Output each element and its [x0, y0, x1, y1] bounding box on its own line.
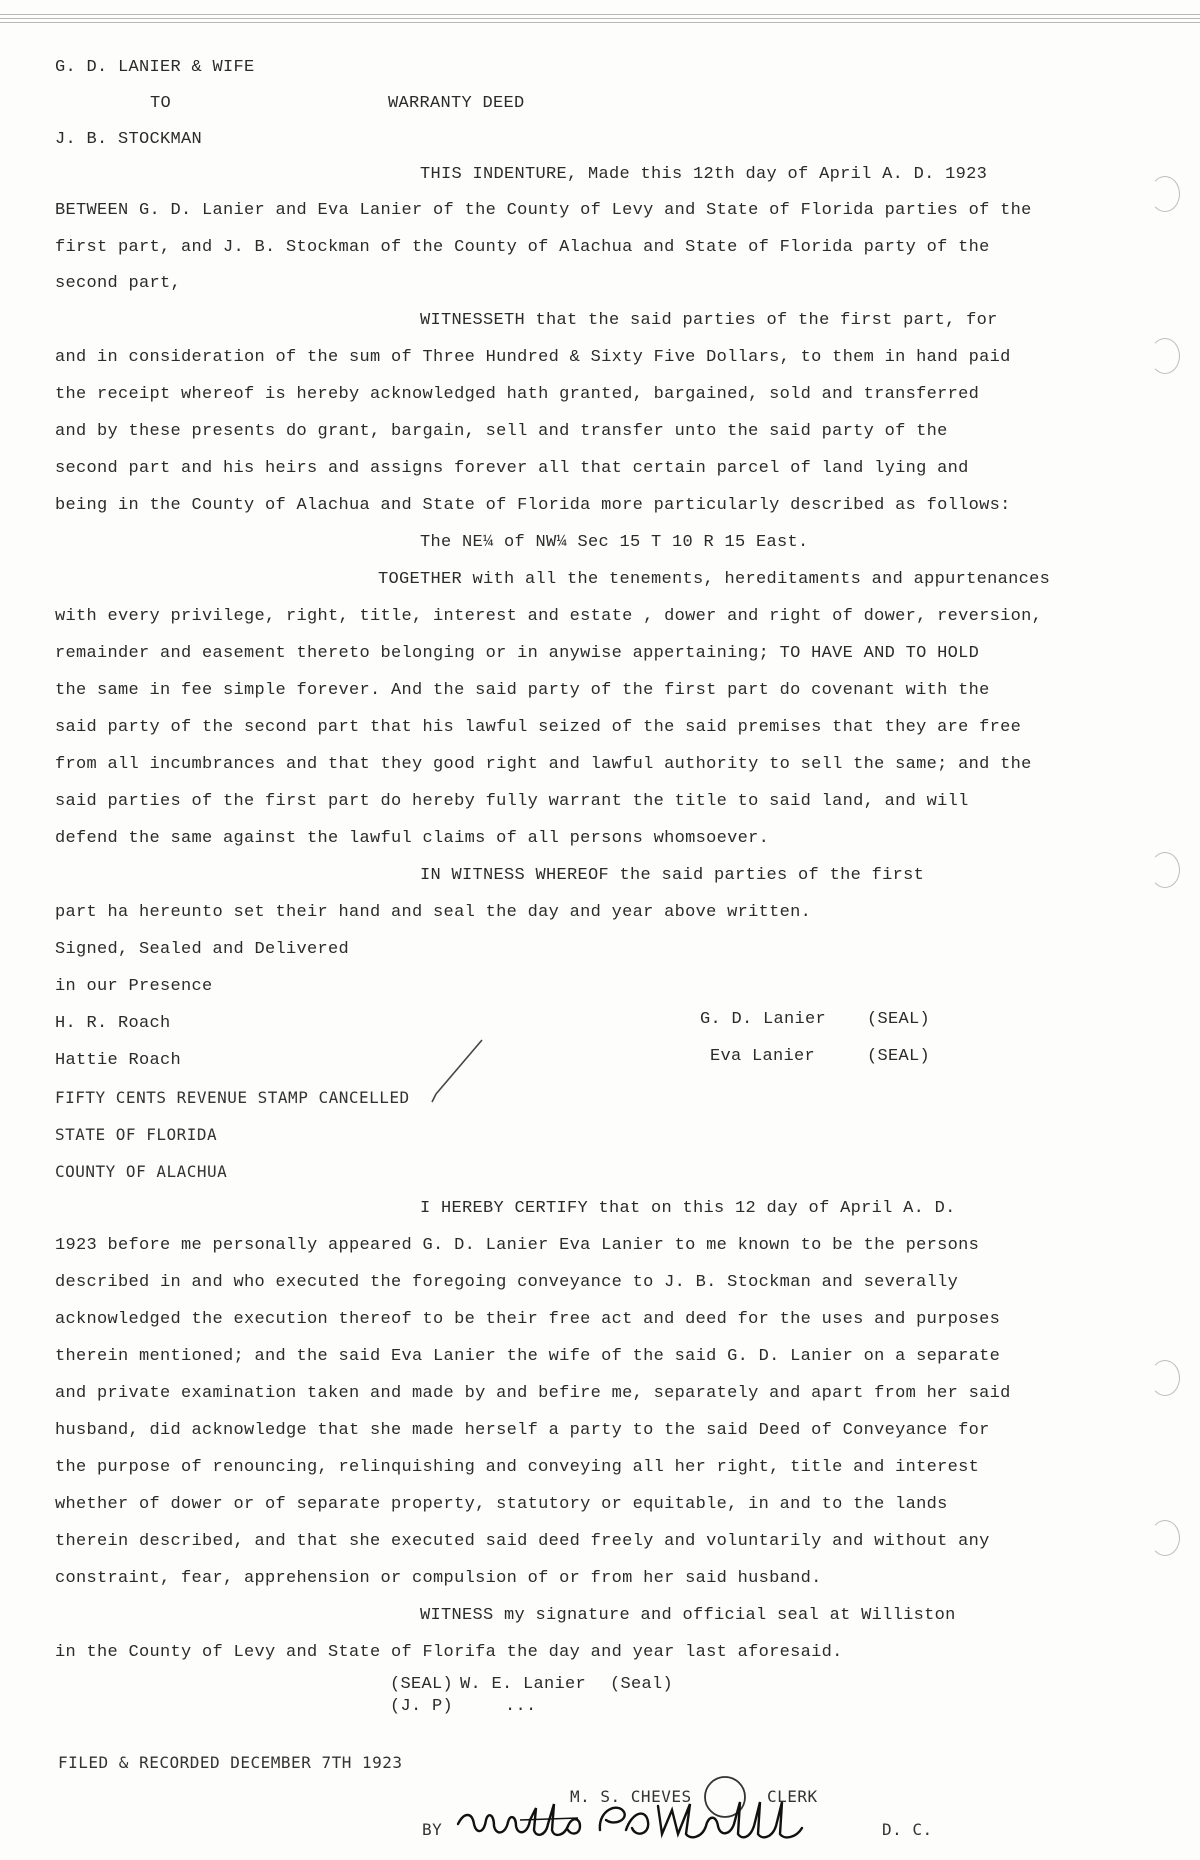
- punch-hole-mark: [1150, 1360, 1180, 1396]
- deed-line: said parties of the first part do hereby fully warrant the title to said land, and will: [55, 792, 969, 811]
- certificate-line: constraint, fear, apprehension or compulsion of or from her said husband.: [55, 1569, 822, 1588]
- signatory-name: Eva Lanier: [710, 1047, 816, 1066]
- official-dots: ...: [505, 1697, 537, 1716]
- to-heading: TO: [150, 94, 172, 113]
- certificate-line: acknowledged the execution thereof to be their free act and deed for the uses and purposes: [55, 1310, 1001, 1329]
- certificate-line: in the County of Levy and State of Florifa the day and year last aforesaid.: [55, 1643, 843, 1662]
- certificate-line: WITNESS my signature and official seal at Williston: [420, 1606, 956, 1625]
- punch-hole-mark: [1150, 1520, 1180, 1556]
- filed-recorded-stamp: FILED & RECORDED DECEMBER 7TH 1923: [58, 1753, 403, 1772]
- certificate-line: whether of dower or of separate property, statutory or equitable, in and to the lands: [55, 1495, 948, 1514]
- witness-name: Hattie Roach: [55, 1051, 182, 1070]
- signatory-seal: (SEAL): [867, 1047, 931, 1066]
- certificate-line: husband, did acknowledge that she made herself a party to the said Deed of Conveyance for: [55, 1421, 990, 1440]
- certificate-line: and private examination taken and made by and befire me, separately and apart from her said: [55, 1384, 1011, 1403]
- witness-name: H. R. Roach: [55, 1014, 171, 1033]
- deed-line: remainder and easement thereto belonging or in anywise appertaining; TO HAVE AND TO HOLD: [55, 644, 980, 663]
- grantor-heading: G. D. LANIER & WIFE: [55, 58, 255, 77]
- deed-line: the receipt whereof is hereby acknowledged hath granted, bargained, sold and transferred: [55, 385, 980, 404]
- deputy-clerk-signature: [450, 1790, 850, 1852]
- deed-line: and by these presents do grant, bargain, sell and transfer unto the said party of the: [55, 422, 948, 441]
- deed-line: IN WITNESS WHEREOF the said parties of the first: [420, 866, 925, 885]
- page-top-edge: [0, 14, 1200, 30]
- revenue-stamp-note: FIFTY CENTS REVENUE STAMP CANCELLED: [55, 1088, 410, 1107]
- punch-hole-mark: [1150, 852, 1180, 888]
- deed-line: TOGETHER with all the tenements, hereditaments and appurtenances: [378, 570, 1051, 589]
- certificate-line: therein mentioned; and the said Eva Lanier the wife of the said G. D. Lanier on a separate: [55, 1347, 1001, 1366]
- document-title: WARRANTY DEED: [388, 94, 525, 113]
- deputy-clerk-label: D. C.: [882, 1820, 933, 1839]
- official-title: (J. P): [390, 1697, 454, 1716]
- clerk-title: CLERK: [767, 1787, 818, 1806]
- deed-line: and in consideration of the sum of Three Hundred & Sixty Five Dollars, to them in hand paid: [55, 348, 1011, 367]
- punch-hole-mark: [1150, 176, 1180, 212]
- grantee-heading: J. B. STOCKMAN: [55, 130, 203, 149]
- clerk-name: M. S. CHEVES: [570, 1787, 692, 1806]
- deed-line: from all incumbrances and that they good right and lawful authority to sell the same; and the: [55, 755, 1032, 774]
- certificate-line: therein described, and that she executed said deed freely and voluntarily and without any: [55, 1532, 990, 1551]
- deed-line: second part and his heirs and assigns forever all that certain parcel of land lying and: [55, 459, 969, 478]
- punch-hole-mark: [1150, 338, 1180, 374]
- certificate-line: described in and who executed the foregoing conveyance to J. B. Stockman and severally: [55, 1273, 959, 1292]
- deed-line: in our Presence: [55, 977, 213, 996]
- deed-line: Signed, Sealed and Delivered: [55, 940, 350, 959]
- deed-line: THIS INDENTURE, Made this 12th day of April A. D. 1923: [420, 165, 988, 184]
- deed-line: WITNESSETH that the said parties of the first part, for: [420, 311, 998, 330]
- check-mark: [428, 1036, 488, 1106]
- official-name: W. E. Lanier: [460, 1675, 587, 1694]
- signatory-name: G. D. Lanier: [700, 1010, 827, 1029]
- county-heading: COUNTY OF ALACHUA: [55, 1162, 228, 1181]
- land-description: The NE¼ of NW¼ Sec 15 T 10 R 15 East.: [420, 533, 809, 552]
- deed-line: BETWEEN G. D. Lanier and Eva Lanier of the County of Levy and State of Florida parties of the: [55, 201, 1032, 220]
- deed-line: second part,: [55, 274, 182, 293]
- certificate-line: 1923 before me personally appeared G. D. Lanier Eva Lanier to me known to be the persons: [55, 1236, 980, 1255]
- deed-line: part ha hereunto set their hand and seal the day and year above written.: [55, 903, 812, 922]
- deed-line: said party of the second part that his lawful seized of the said premises that they are free: [55, 718, 1022, 737]
- deed-line: being in the County of Alachua and State of Florida more particularly described as follows:: [55, 496, 1011, 515]
- official-seal-left: (SEAL): [390, 1675, 454, 1694]
- deed-line: defend the same against the lawful claims of all persons whomsoever.: [55, 829, 770, 848]
- state-heading: STATE OF FLORIDA: [55, 1125, 218, 1144]
- signatory-seal: (SEAL): [867, 1010, 931, 1029]
- deed-line: with every privilege, right, title, interest and estate , dower and right of dower, reversion,: [55, 607, 1043, 626]
- certificate-line: the purpose of renouncing, relinquishing and conveying all her right, title and interest: [55, 1458, 980, 1477]
- by-label: BY: [422, 1820, 443, 1839]
- deed-line: the same in fee simple forever. And the said party of the first part do covenant with the: [55, 681, 990, 700]
- official-seal-right: (Seal): [610, 1675, 674, 1694]
- certificate-line: I HEREBY CERTIFY that on this 12 day of April A. D.: [420, 1199, 956, 1218]
- deed-line: first part, and J. B. Stockman of the County of Alachua and State of Florida party of the: [55, 238, 990, 257]
